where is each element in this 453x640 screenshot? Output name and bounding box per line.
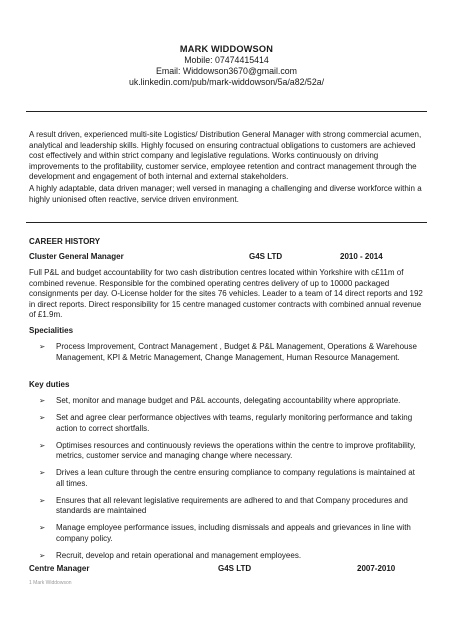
header-divider — [26, 111, 427, 112]
list-item — [39, 551, 425, 562]
arrow-bullet-icon: ➢ — [39, 440, 46, 450]
arrow-bullet-icon: ➢ — [39, 413, 46, 422]
linkedin-url[interactable]: uk.linkedin.com/pub/mark-widdowson/5a/a82/52a/ — [128, 76, 325, 87]
job-title: Cluster General Manager — [29, 252, 124, 261]
summary-paragraph-2: A highly adaptable, data driven manager; well versed in managing a challenging and diverse workforce within a highly unionised often reactive, service driven environment. — [29, 184, 422, 204]
arrow-bullet-icon: ➢ — [39, 550, 46, 560]
list-item — [39, 441, 425, 462]
specialities-list — [39, 342, 425, 363]
job-company: G4S LTD — [249, 252, 283, 261]
job-title: Centre Manager — [29, 564, 90, 573]
list-item — [39, 413, 425, 434]
arrow-bullet-icon: ➢ — [39, 523, 46, 532]
list-item-text: Set and agree clear performance objectives with teams, regularly monitoring performance and taking action to correct shortfalls. — [56, 413, 413, 433]
arrow-bullet-icon: ➢ — [39, 396, 46, 405]
career-history-heading: CAREER HISTORY — [29, 237, 101, 246]
list-item — [39, 496, 425, 517]
list-item-text: Drives a lean culture through the centre ensuring compliance to company regulations is maintained at all times. — [56, 468, 415, 488]
summary-divider — [26, 222, 427, 223]
arrow-bullet-icon: ➢ — [39, 495, 46, 505]
list-item-text: Recruit, develop and retain operational and management employees. — [56, 550, 302, 560]
cv-header — [0, 43, 453, 87]
job-row-1 — [29, 251, 429, 263]
job-dates: 2007-2010 — [357, 564, 396, 573]
candidate-name: MARK WIDDOWSON — [179, 44, 274, 54]
key-duties-list — [39, 396, 425, 561]
arrow-bullet-icon: ➢ — [39, 468, 46, 477]
list-item-text: Process Improvement, Contract Management , Budget & P&L Management, Operations & Warehouse Management, KPI & Metric Management, Change Management, Human Resource Management. — [56, 342, 417, 362]
list-item — [39, 342, 425, 363]
list-item-text: Set, monitor and manage budget and P&L accounts, delegating accountability where appropriate. — [56, 396, 401, 405]
job-row-2 — [29, 563, 429, 575]
mobile-number: Mobile: 07474415414 — [184, 55, 269, 65]
specialities-heading: Specialities — [29, 326, 74, 335]
list-item — [39, 523, 425, 544]
list-item — [39, 468, 425, 489]
job-description: Full P&L and budget accountability for two cash distribution centres located within Yorkshire with c£11m of combined revenue. Responsible for the combined operating centres delivery of up to 10000 packaged consignments per day. O-License holder for the sites 76 vehicles. Leader to a team of 14 direct reports and 192 in direct reports. Direct responsibility for 15 centre managed customer contracts with combined annual revenue of £1.9m. — [29, 268, 423, 320]
list-item-text: Manage employee performance issues, including dismissals and appeals and grievances in line with company policy. — [56, 523, 411, 543]
email-address: Email: Widdowson3670@gmail.com — [156, 65, 297, 76]
page-footer: 1 Mark Widdowson — [29, 580, 72, 586]
list-item-text: Optimises resources and continuously reviews the operations within the centre to improve profitability, metrics, customer service and managing change where necessary. — [56, 440, 416, 460]
key-duties-heading: Key duties — [29, 380, 70, 389]
job-company: G4S LTD — [218, 564, 252, 573]
job-dates: 2010 - 2014 — [340, 252, 383, 261]
list-item — [39, 396, 425, 407]
summary-paragraph-1: A result driven, experienced multi-site Logistics/ Distribution General Manager with strong commercial acumen, analytical and leadership skills. Highly focused on ensuring contractual obligations to customers are achieved cost effectively and within strict company and legislative regulations. Works continuously on driving improvements to the profitability, customer service, employee retention and contract management through the development and engagement of both internal and external stakeholders. — [29, 130, 422, 182]
list-item-text: Ensures that all relevant legislative requirements are adhered to and that Company procedures and standards are maintained — [56, 495, 408, 515]
arrow-bullet-icon: ➢ — [39, 342, 46, 351]
